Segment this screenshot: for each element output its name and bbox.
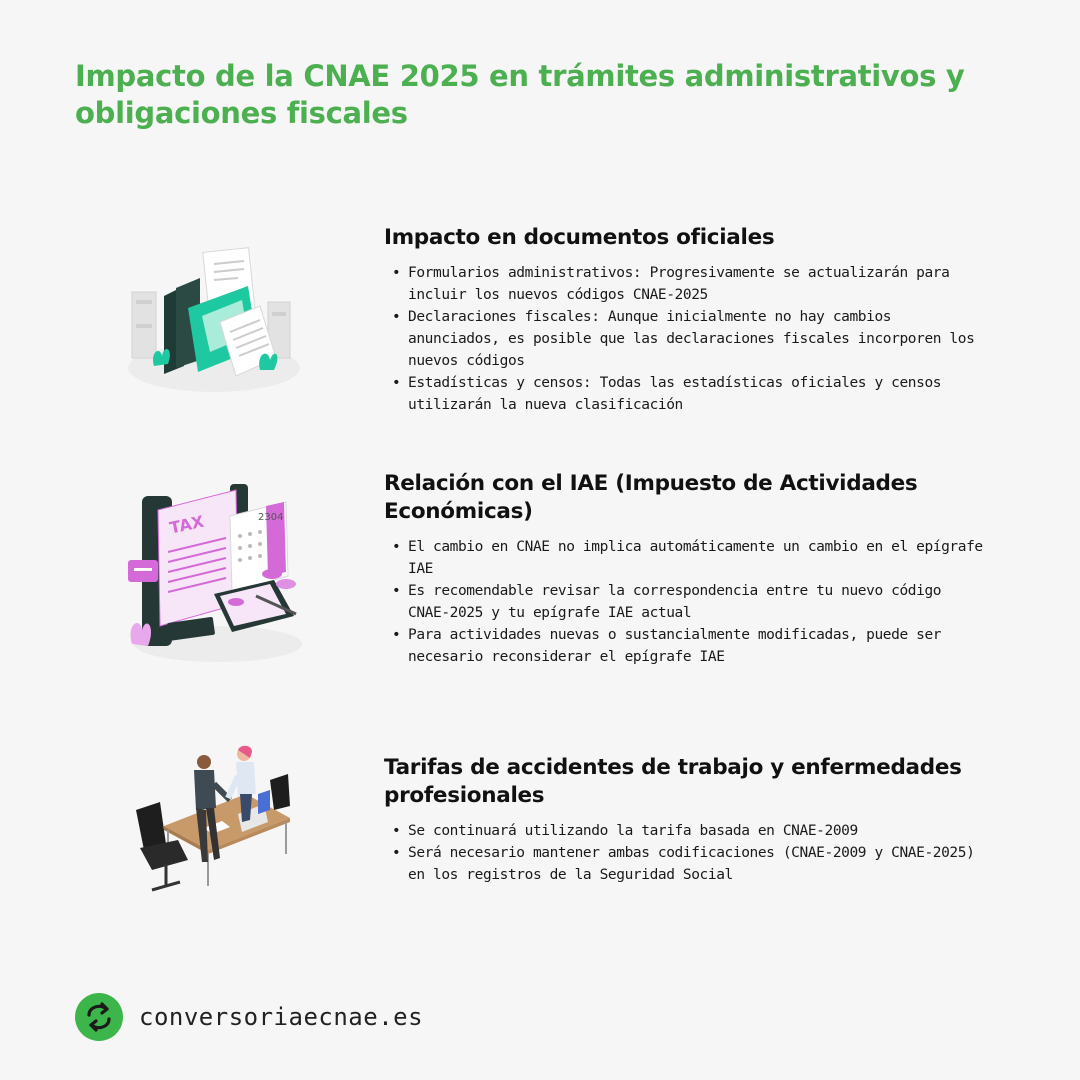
tax-illustration-icon [118,476,318,656]
tax-label: TAX [167,511,206,538]
calculator-number: 2304 [258,512,284,523]
list-item: • Es recomendable revisar la correspondencia entre tu nuevo código CNAE-2025 y tu epígrafe IAE actual [384,580,984,624]
bullet-list [384,262,984,416]
documents-illustration-icon [118,240,318,420]
bullet-list [384,536,984,668]
list-item: • Será necesario mantener ambas codificaciones (CNAE-2009 y CNAE-2025) en los registros de la Seguridad Social [384,842,984,886]
bullet-list [384,820,984,886]
sync-arrows-icon[interactable] [75,993,123,1041]
list-item: • Se continuará utilizando la tarifa basada en CNAE-2009 [384,820,984,842]
list-item: • Formularios administrativos: Progresivamente se actualizarán para incluir los nuevos códigos CNAE-2025 [384,262,984,306]
page-title: Impacto de la CNAE 2025 en trámites administrativos y obligaciones fiscales [75,59,965,130]
office-meeting-illustration-icon [118,744,318,924]
list-item: • El cambio en CNAE no implica automáticamente un cambio en el epígrafe IAE [384,536,984,580]
list-item: • Para actividades nuevas o sustancialmente modificadas, puede ser necesario reconsiderar el epígrafe IAE [384,624,984,668]
list-item: • Estadísticas y censos: Todas las estadísticas oficiales y censos utilizarán la nueva clasificación [384,372,984,416]
footer [75,993,575,1041]
section-heading: Tarifas de accidentes de trabajo y enfermedades profesionales [384,755,962,808]
list-item: • Declaraciones fiscales: Aunque inicialmente no hay cambios anunciados, es posible que las declaraciones fiscales incorporen los nuevos códigos [384,306,984,372]
section-heading: Impacto en documentos oficiales [384,225,775,250]
site-url-link[interactable]: conversoriaecnae.es [139,1003,424,1031]
section-heading: Relación con el IAE (Impuesto de Actividades Económicas) [384,471,918,524]
